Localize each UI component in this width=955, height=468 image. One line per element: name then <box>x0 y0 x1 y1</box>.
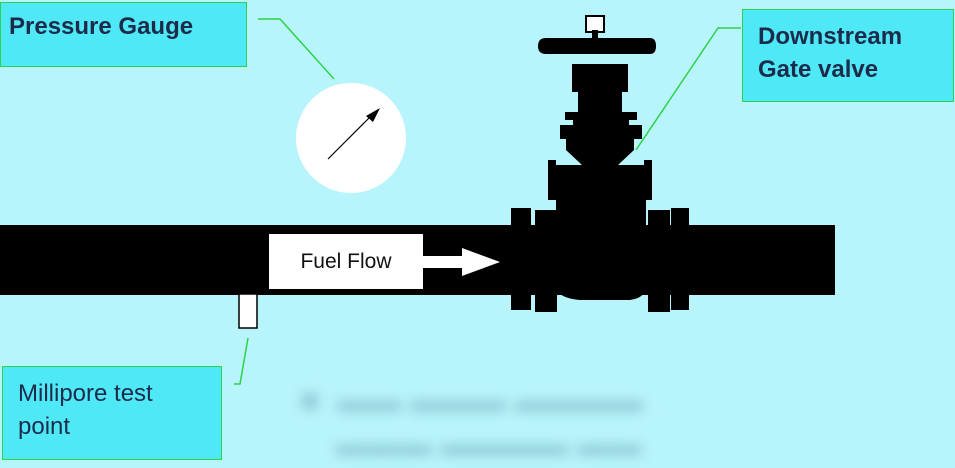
gate-valve-label-line1: Downstream <box>758 23 903 50</box>
millipore-label-line2: point <box>18 413 71 440</box>
millipore-leader-line <box>234 338 248 384</box>
gate-valve-label-line2: Gate valve <box>758 56 879 83</box>
millipore-test-point <box>239 294 257 328</box>
gate-valve-label <box>742 9 954 102</box>
millipore-label-line1: Millipore test <box>18 380 153 407</box>
millipore-label <box>2 366 222 460</box>
pressure-gauge-label-text: Pressure Gauge <box>9 13 194 40</box>
gauge-leader-line <box>258 19 334 79</box>
pressure-gauge-label <box>0 2 247 67</box>
pressure-gauge <box>296 83 406 193</box>
fuel-flow-label-text: Fuel Flow <box>300 249 392 273</box>
blurred-background-text: ■ ▬▬ ▬▬▬ ▬▬▬▬ ▬▬▬ ▬▬▬▬ ▬▬ <box>300 382 643 462</box>
fuel-flow-label <box>269 234 423 289</box>
